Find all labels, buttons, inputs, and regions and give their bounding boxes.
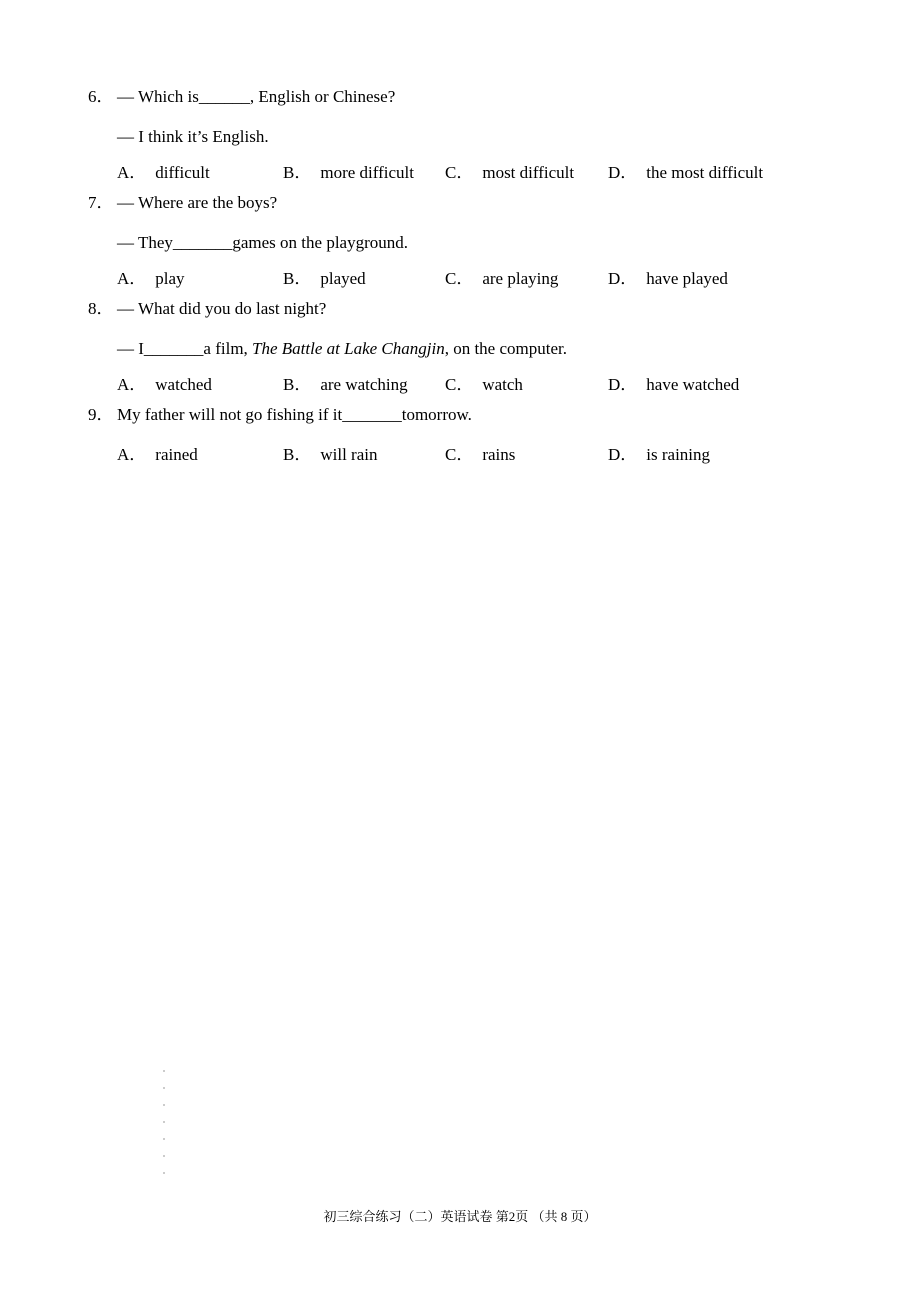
option-a-text: rained <box>155 445 198 464</box>
question-6-stem <box>0 82 920 112</box>
question-text: My father will not go fishing if it_______tomorrow. <box>117 405 472 424</box>
option-c <box>445 440 608 470</box>
question-7-stem <box>0 188 920 218</box>
question-6 <box>0 82 920 188</box>
page-footer <box>0 1206 920 1225</box>
question-text: — What did you do last night? <box>117 299 327 318</box>
option-c-label: C． <box>445 269 474 288</box>
question-8-options <box>0 370 920 400</box>
option-a-text: play <box>155 269 185 288</box>
question-8-stem <box>0 294 920 324</box>
page-footer-text: 初三综合练习（二）英语试卷 第2页 （共 8 页） <box>323 1209 597 1224</box>
question-number: 8． <box>88 299 114 318</box>
option-d-label: D． <box>608 445 638 464</box>
question-9-options <box>0 440 920 470</box>
option-a-label: A． <box>117 163 147 182</box>
option-d-label: D． <box>608 375 638 394</box>
option-d <box>608 264 728 294</box>
question-7-options <box>0 264 920 294</box>
question-9-stem <box>0 400 920 430</box>
option-b <box>283 158 445 188</box>
option-a <box>117 440 283 470</box>
option-d-text: have played <box>646 269 728 288</box>
reply-text: — They_______games on the playground. <box>117 233 409 252</box>
option-c-label: C． <box>445 445 474 464</box>
option-a <box>117 158 283 188</box>
question-number: 6． <box>88 87 114 106</box>
option-a-label: A． <box>117 375 147 394</box>
question-number: 9． <box>88 405 114 424</box>
option-b-label: B． <box>283 163 312 182</box>
questions-section <box>0 82 920 470</box>
option-c-text: are playing <box>482 269 559 288</box>
option-c-text: most difficult <box>482 163 575 182</box>
option-a <box>117 370 283 400</box>
option-c <box>445 370 608 400</box>
question-8-reply <box>0 334 920 364</box>
option-b-text: are watching <box>320 375 408 394</box>
option-b-label: B． <box>283 375 312 394</box>
option-d-label: D． <box>608 163 638 182</box>
reply-text-pre: — I_______a film, <box>117 339 253 358</box>
option-d <box>608 370 739 400</box>
option-b-text: played <box>320 269 366 288</box>
question-text: — Which is______, English or Chinese? <box>117 87 396 106</box>
option-b-label: B． <box>283 445 312 464</box>
option-a-text: watched <box>155 375 212 394</box>
option-a-label: A． <box>117 269 147 288</box>
question-6-reply <box>0 122 920 152</box>
reply-text: — I think it’s English. <box>117 127 269 146</box>
question-7-reply <box>0 228 920 258</box>
reply-text-post: , on the computer. <box>444 339 567 358</box>
option-a-text: difficult <box>155 163 210 182</box>
option-c-text: watch <box>482 375 523 394</box>
option-c-label: C． <box>445 375 474 394</box>
film-title-italic: The Battle at Lake Changjin <box>252 339 445 358</box>
option-b <box>283 440 445 470</box>
option-d <box>608 440 710 470</box>
question-number: 7． <box>88 193 114 212</box>
dotted-scan-artifact <box>163 1070 165 1184</box>
option-c <box>445 158 608 188</box>
option-c <box>445 264 608 294</box>
question-8 <box>0 294 920 400</box>
question-9 <box>0 400 920 470</box>
option-c-text: rains <box>482 445 516 464</box>
option-d-text: have watched <box>646 375 740 394</box>
option-d-label: D． <box>608 269 638 288</box>
option-d <box>608 158 763 188</box>
option-b-text: will rain <box>320 445 378 464</box>
option-b-text: more difficult <box>320 163 414 182</box>
question-6-options <box>0 158 920 188</box>
option-d-text: the most difficult <box>646 163 764 182</box>
option-a <box>117 264 283 294</box>
option-d-text: is raining <box>646 445 711 464</box>
option-b-label: B． <box>283 269 312 288</box>
option-b <box>283 370 445 400</box>
option-c-label: C． <box>445 163 474 182</box>
option-a-label: A． <box>117 445 147 464</box>
question-text: — Where are the boys? <box>117 193 278 212</box>
option-b <box>283 264 445 294</box>
question-7 <box>0 188 920 294</box>
